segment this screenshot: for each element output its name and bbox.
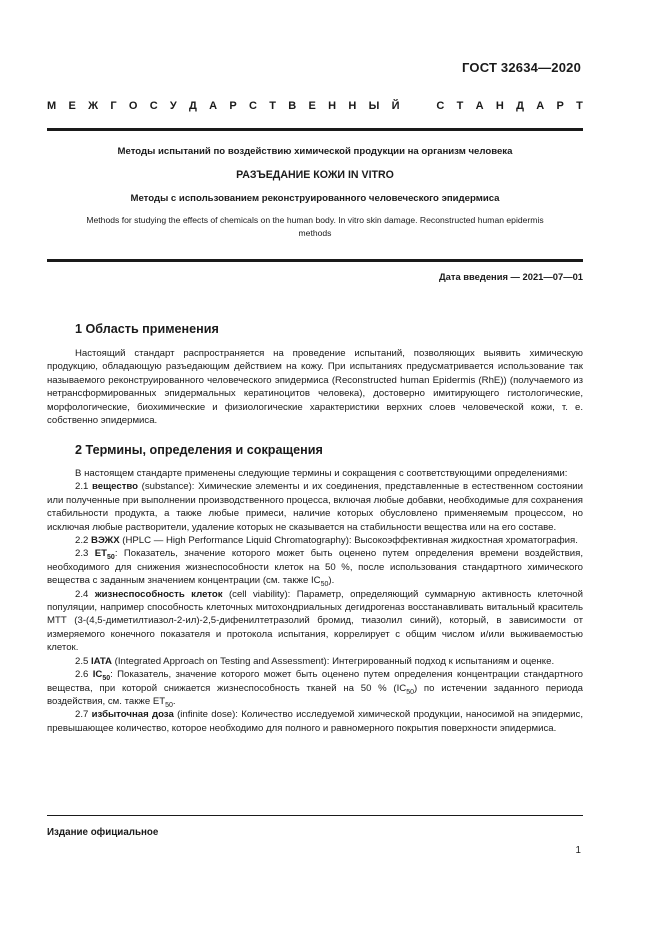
introduction-date: Дата введения — 2021—07—01 <box>438 271 583 282</box>
term-name: IATA <box>91 655 112 667</box>
banner-letter: Н <box>348 100 357 112</box>
section-heading: 1 Область применения <box>75 322 219 336</box>
term-number: 2.6 <box>75 669 89 681</box>
term-symbol: IC <box>92 669 103 681</box>
section-body <box>47 467 583 735</box>
term-text-mid: ) по истечении заданного периода воздействия, см. также ET <box>47 682 583 707</box>
banner-letter: Г <box>110 100 117 112</box>
banner-letter: Т <box>576 100 583 112</box>
title-english <box>47 214 583 240</box>
header-rule <box>47 128 583 131</box>
banner-letter: А <box>209 100 218 112</box>
subscript: 50 <box>165 701 173 709</box>
banner-letter: А <box>475 100 484 112</box>
banner-letter: Й <box>391 100 400 112</box>
banner-letter: Ы <box>368 100 380 112</box>
standard-code: ГОСТ 32634—2020 <box>462 60 581 75</box>
term-text: (Integrated Approach on Testing and Assessment): Интегрированный подход к испытаниям и оценке. <box>111 655 555 667</box>
term-name <box>94 548 115 562</box>
term-number: 2.2 <box>75 535 89 547</box>
banner-letter: Р <box>229 100 237 112</box>
term-text: (HPLC — High Performance Liquid Chromatography): Высокоэффективная жидкостная хроматография. <box>119 535 578 547</box>
term-text: (infinite dose): Количество исследуемой химической продукции, наносимой на эпидермис, превышающее количество, которое необходимо для полного и равномерного покрытия поверхности эпидермиса. <box>47 709 583 734</box>
section-heading: 2 Термины, определения и сокращения <box>75 443 323 457</box>
banner-letter: В <box>288 100 297 112</box>
banner-letter: Т <box>456 100 464 112</box>
subscript: 50 <box>406 688 414 696</box>
term-number: 2.3 <box>75 548 89 560</box>
term-text: : Показатель, значение которого может быть оценено путем определения времени воздействия, необходимого для снижения жизнеспособности клеток на 50 %, после использования стандартного химического вещества с заданным значением концентрации (см. также IC <box>47 548 583 587</box>
title-methods: Методы испытаний по воздействию химической продукции на организм человека <box>117 146 513 157</box>
term-number: 2.4 <box>75 588 89 600</box>
title-subtitle: Методы с использованием реконструированного человеческого эпидермиса <box>130 193 500 204</box>
term-definition <box>47 480 583 534</box>
term-symbol: ET <box>94 548 108 560</box>
term-text: (substance): Химические элементы и их соединения, представленные в естественном состоянии или полученные при выполнении производственного процесса, включая любые добавки, необходимые для сохранения стабильности продукта, а также любые примеси, наличие которых обусловлено применяемым процессом, но исключая любые растворители, удаление которых не сказывается на стабильности вещества или на его составе. <box>47 481 583 533</box>
banner-letter: Е <box>68 100 76 112</box>
paragraph: Настоящий стандарт распространяется на проведение испытаний, позволяющих выявить химическую продукцию, обладающую разъедающим действием на кожу. При испытаниях предусматривается использование так называемого реконструированного человеческого эпидермиса (Reconstructed human Epidermis (RhE)) (получаемого из нетрансформированных эпидермальных кератиноцитов человека), достоверно имитирующего гистологические, морфологические, биохимические и физиологические характеристики верхних слоев человеческой кожи, т. е. собственно эпидермиса. <box>47 348 583 427</box>
term-definition <box>47 588 583 655</box>
term-text: : Показатель, значение которого может быть оценено путем определения концентрации стандартного вещества, при которой снижается жизнеспособность тканей на 50 % (IC <box>47 669 583 694</box>
term-definition <box>47 547 583 587</box>
title-english-line: Methods for studying the effects of chemicals on the human body. In vitro skin damage. Reconstructed human epidermis <box>86 215 544 225</box>
term-text: (cell viability): Параметр, определяющий суммарную активность клеточной популяции, например способность клеточных митохондриальных дегидрогеназ восстанавливать витальный краситель МТТ (3-(4,5-диметилтиазол-2-ил)-2,5-дифенилтетразолий бромид, тиазолил синий), который, в зависимости от измеряемого конечного показателя и протокола испытания, коррелирует с общим числом и/или выживаемостью клеток. <box>47 588 583 654</box>
term-name: ВЭЖХ <box>91 535 120 547</box>
term-text-end: ). <box>328 575 335 587</box>
paragraph: В настоящем стандарте применены следующие термины и сокращения с соответствующими определениями: <box>75 468 568 479</box>
banner-letter: А <box>536 100 545 112</box>
footer-rule <box>47 815 583 816</box>
term-text-end: . <box>172 695 176 707</box>
title-rule <box>47 259 583 262</box>
title-main: РАЗЪЕДАНИЕ КОЖИ IN VITRO <box>236 169 394 181</box>
section-body <box>47 347 583 427</box>
banner-letter: Т <box>269 100 276 112</box>
banner-letter: Р <box>556 100 564 112</box>
term-name: избыточная доза <box>91 709 174 721</box>
interstate-standard-banner <box>47 100 583 112</box>
term-name: жизнеспособность клеток <box>94 588 223 600</box>
subscript: 50 <box>102 675 111 682</box>
term-definition <box>47 668 583 708</box>
banner-letter: Д <box>189 100 197 112</box>
banner-letter: Н <box>495 100 504 112</box>
subscript: 50 <box>107 554 115 562</box>
subscript: 50 <box>320 581 329 589</box>
banner-letter: Н <box>328 100 337 112</box>
term-name: вещество <box>91 481 139 493</box>
term-name <box>93 669 110 680</box>
term-number: 2.7 <box>75 709 89 721</box>
term-number: 2.1 <box>75 481 89 493</box>
title-block <box>47 146 583 240</box>
banner-letter: Д <box>516 100 524 112</box>
term-definition <box>47 708 583 735</box>
banner-letter: С <box>249 100 257 112</box>
banner-letter: Е <box>308 100 316 112</box>
banner-letter: У <box>169 100 177 112</box>
banner-letter: С <box>436 100 445 112</box>
official-edition-label: Издание официальное <box>47 827 159 838</box>
banner-letter: О <box>128 100 138 112</box>
page-number: 1 <box>575 845 581 856</box>
banner-letter: М <box>47 100 57 112</box>
banner-letter: Ж <box>88 100 99 112</box>
term-definition <box>47 534 583 547</box>
title-english-line: methods <box>298 228 332 238</box>
term-definition <box>47 655 583 668</box>
term-number: 2.5 <box>75 655 89 667</box>
banner-letter: С <box>149 100 158 112</box>
